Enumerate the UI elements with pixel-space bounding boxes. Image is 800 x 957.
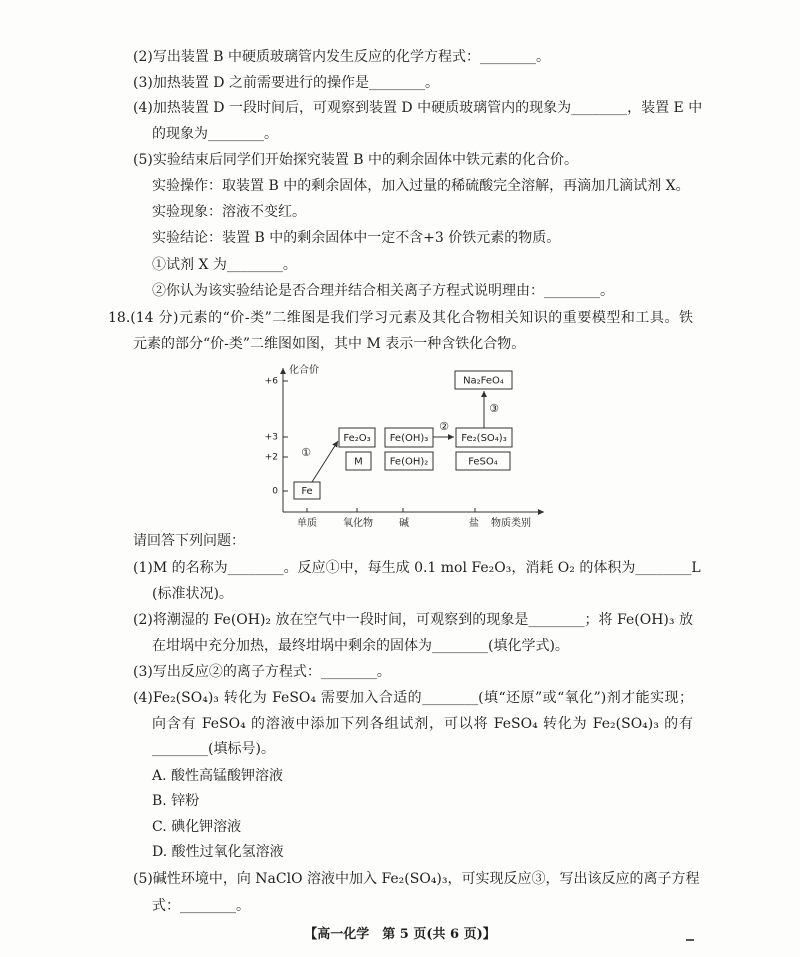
box-feoh3-label: Fe(OH)₃: [389, 433, 429, 444]
q17-part2: (2)写出装置 B 中硬质玻璃管内发生反应的化学方程式：________。: [133, 49, 551, 65]
q17-part5-sub1: ①试剂 X 为________。: [152, 257, 297, 273]
y-tick-label: 0: [272, 486, 278, 497]
q18-part4-line1: (4)Fe₂(SO₄)₃ 转化为 FeSO₄ 需要加入合适的________(填“还原”或“氧化”)剂才能实现；: [133, 690, 693, 706]
page-footer: 【高一化学 第 5 页(共 6 页)】: [304, 927, 496, 942]
valence-class-diagram: [250, 360, 550, 532]
q18-prompt: 请回答下列问题：: [133, 533, 245, 549]
q18-part3: (3)写出反应②的离子方程式：________。: [133, 664, 391, 680]
x-category-label: 单质: [297, 518, 317, 529]
q18-option-b: B. 锌粉: [152, 793, 200, 809]
y-tick-label: +2: [264, 452, 278, 463]
q17-part5-intro: (5)实验结束后同学们开始探究装置 B 中的剩余固体中铁元素的化合价。: [133, 152, 579, 168]
x-category-label: 盐: [469, 518, 479, 529]
box-fe-label: Fe: [301, 486, 313, 497]
y-tick-label: +3: [264, 432, 278, 443]
box-feoh3: [385, 428, 433, 447]
q18-part2-line1: (2)将潮湿的 Fe(OH)₂ 放在空气中一段时间，可观察到的现象是________；将 Fe(OH)₃ 放: [133, 612, 693, 628]
y-axis-label: 化合价: [289, 365, 319, 376]
box-fe2so43: [456, 428, 512, 447]
box-na2feo4: [455, 371, 512, 389]
q18-part5-line1: (5)碱性环境中，向 NaClO 溶液中加入 Fe₂(SO₄)₃，可实现反应③，写出该反应的离子方程: [133, 871, 700, 887]
box-feoh2-label: Fe(OH)₂: [389, 456, 429, 468]
q18-part5-line2: 式：________。: [152, 898, 250, 914]
q17-part5-operation: 实验操作：取装置 B 中的剩余固体，加入过量的稀硫酸完全溶解，再滴加几滴试剂 X。: [152, 178, 690, 194]
q17-part5-sub2: ②你认为该实验结论是否合理并结合相关离子方程式说明理由：________。: [152, 283, 614, 299]
q18-part1-line2: (标准状况)。: [152, 586, 233, 602]
box-fe: [294, 482, 320, 499]
reaction-label-3: ③: [489, 402, 499, 415]
y-tick-label: +6: [264, 376, 278, 387]
box-na2feo4-label: Na₂FeO₄: [463, 375, 504, 387]
q17-part3: (3)加热装置 D 之前需要进行的操作是________。: [133, 75, 439, 91]
q18-option-d: D. 酸性过氧化氢溶液: [152, 844, 284, 860]
scan-mark: [686, 939, 694, 941]
q18-option-c: C. 碘化钾溶液: [152, 819, 242, 835]
box-fe2o3-label: Fe₂O₃: [343, 433, 371, 444]
q18-part1-line1: (1)M 的名称为________。反应①中，每生成 0.1 mol Fe₂O₃，消耗 O₂ 的体积为________L: [133, 560, 701, 576]
box-m: [346, 452, 371, 470]
box-feoh2: [385, 452, 433, 470]
q17-part4-line2: 的现象为________。: [152, 126, 278, 142]
reaction-arrow-1: [312, 441, 338, 482]
box-fe2so43-label: Fe₂(SO₄)₃: [461, 433, 507, 444]
q17-part5-phenomenon: 实验现象：溶液不变红。: [152, 204, 306, 220]
x-axis-label: 物质类别: [491, 518, 531, 529]
x-category-label: 氧化物: [343, 518, 373, 529]
q18-part4-line3: ________(填标号)。: [152, 741, 275, 757]
box-feso4-label: FeSO₄: [468, 456, 498, 468]
reaction-label-2: ②: [439, 420, 449, 433]
q17-part4-line1: (4)加热装置 D 一段时间后，可观察到装置 D 中硬质玻璃管内的现象为________，装置 E 中: [133, 100, 703, 116]
box-fe2o3: [339, 428, 375, 447]
q18-stem-line2: 元素的部分“价-类”二维图如图，其中 M 表示一种含铁化合物。: [133, 336, 526, 352]
q18-stem-line1: 18.(14 分)元素的“价-类”二维图是我们学习元素及其化合物相关知识的重要模型和工具。铁: [108, 310, 693, 326]
reaction-label-1: ①: [301, 446, 311, 459]
q18-part4-line2: 向含有 FeSO₄ 的溶液中添加下列各组试剂，可以将 FeSO₄ 转化为 Fe₂(SO₄)₃ 的有: [152, 716, 693, 732]
box-m-label: M: [354, 456, 363, 468]
q17-part5-conclusion: 实验结论：装置 B 中的剩余固体中一定不含+3 价铁元素的物质。: [152, 230, 561, 246]
box-feso4: [456, 452, 510, 470]
q18-option-a: A. 酸性高锰酸钾溶液: [152, 768, 284, 784]
x-category-label: 碱: [399, 518, 409, 529]
q18-part2-line2: 在坩埚中充分加热，最终坩埚中剩余的固体为________(填化学式)。: [152, 638, 569, 654]
